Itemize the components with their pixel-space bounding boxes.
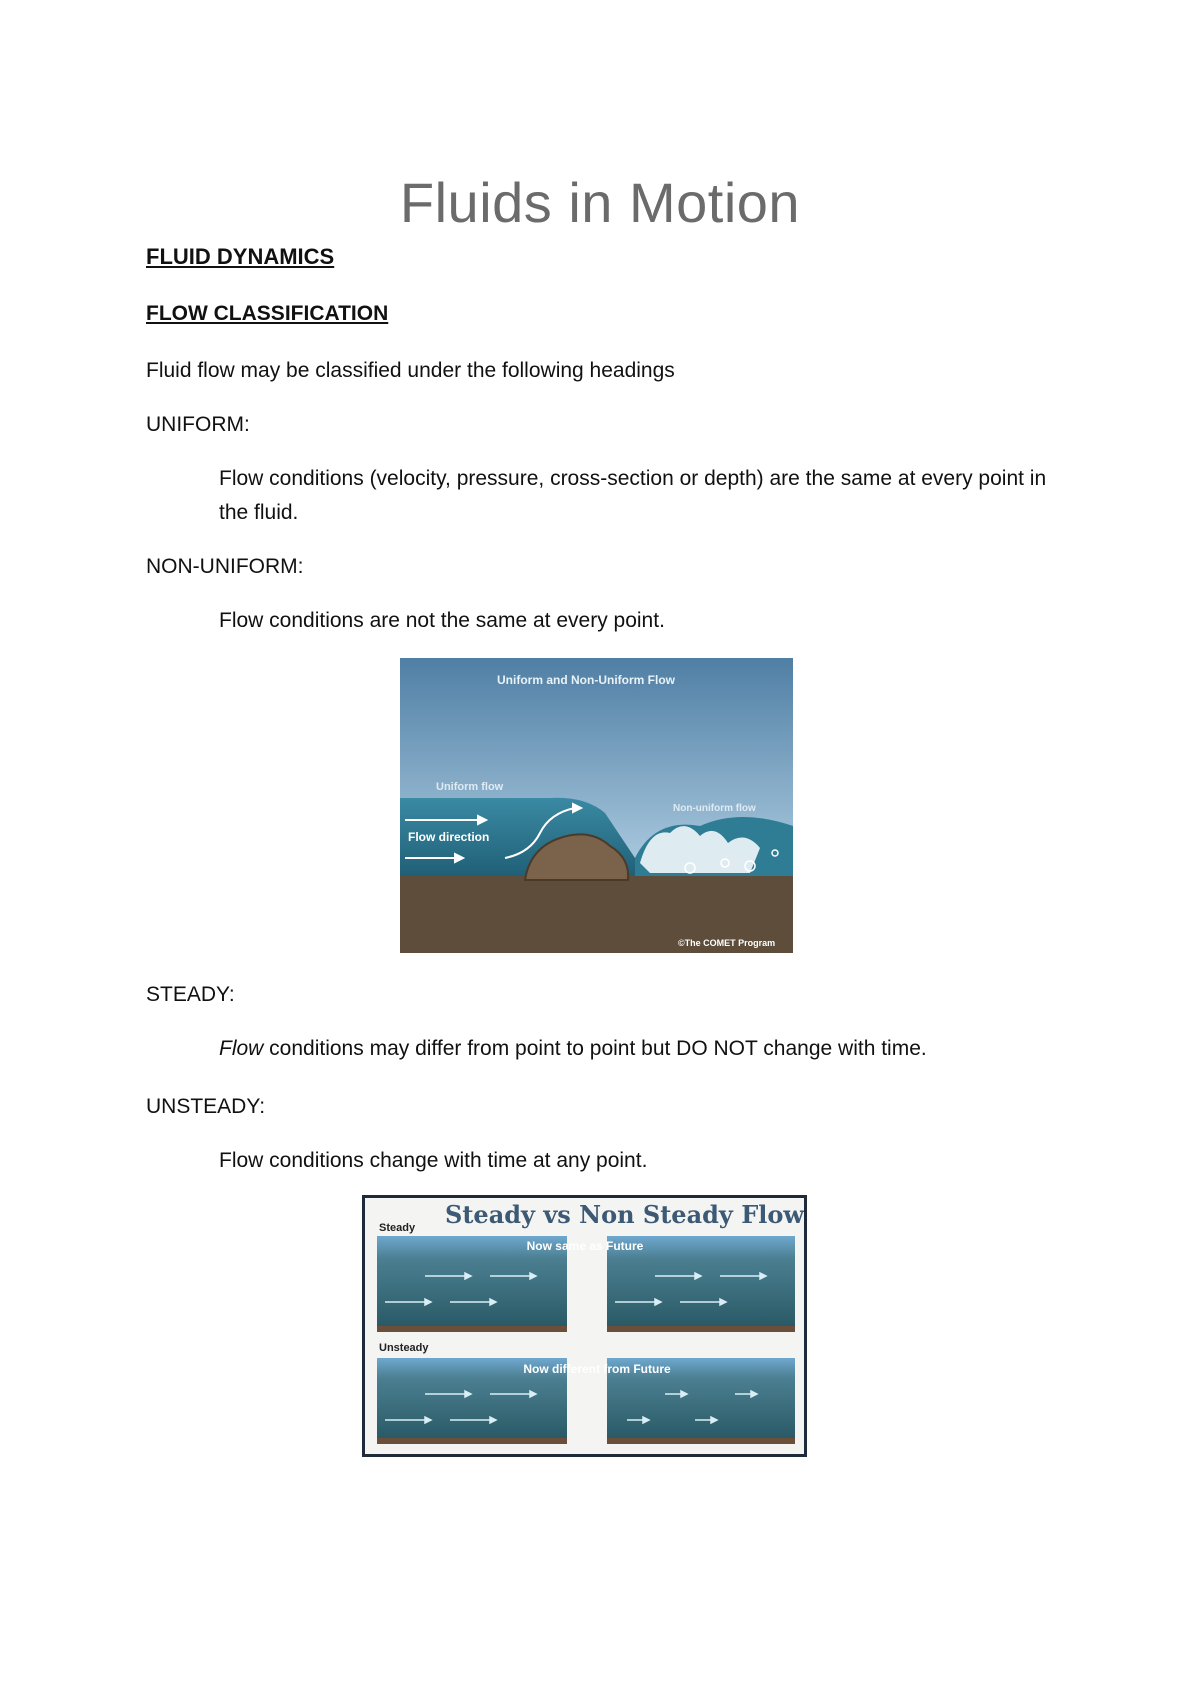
non-uniform-flow-label: Non-uniform flow: [673, 803, 756, 814]
intro-paragraph: Fluid flow may be classified under the following headings: [146, 359, 675, 382]
figure2-title: Steady vs Non Steady Flow: [445, 1200, 804, 1229]
uniform-definition: Flow conditions (velocity, pressure, cross-section or depth) are the same at every point in the fluid.: [219, 467, 1047, 524]
steady-panel-label: Steady: [379, 1222, 416, 1234]
steady-definition: [219, 1032, 1049, 1066]
unsteady-label: UNSTEADY:: [146, 1095, 266, 1118]
steady-definition-italic: Flow: [219, 1037, 264, 1060]
unsteady-panel-label: Unsteady: [379, 1342, 429, 1354]
heading-flow-classification: FLOW CLASSIFICATION: [146, 302, 389, 325]
non-uniform-definition: Flow conditions are not the same at every point.: [219, 609, 665, 632]
uniform-flow-label: Uniform flow: [436, 781, 504, 793]
steady-label: STEADY:: [146, 983, 235, 1006]
uniform-nonuniform-figure: [400, 658, 793, 953]
unsteady-caption: Now different from Future: [523, 1362, 671, 1376]
unsteady-definition: Flow conditions change with time at any point.: [219, 1149, 648, 1172]
steady-definition-rest: conditions may differ from point to point but DO NOT change with time.: [263, 1037, 927, 1060]
steady-caption: Now same as Future: [526, 1239, 644, 1253]
figure1-title: Uniform and Non-Uniform Flow: [497, 673, 675, 687]
non-uniform-label: NON-UNIFORM:: [146, 555, 304, 578]
page-title: Fluids in Motion: [399, 171, 801, 234]
heading-fluid-dynamics: FLUID DYNAMICS: [146, 244, 335, 269]
uniform-label: UNIFORM:: [146, 413, 250, 436]
steady-unsteady-figure: [362, 1195, 807, 1457]
comet-credit: ©The COMET Program: [678, 938, 776, 948]
flow-direction-label: Flow direction: [408, 830, 490, 844]
